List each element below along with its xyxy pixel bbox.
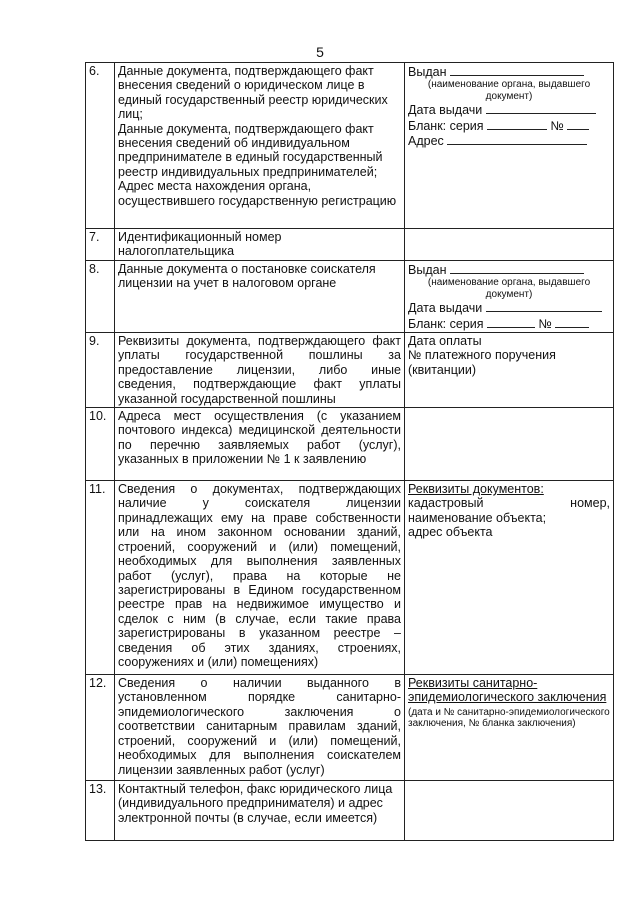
description-egrip: Данные документа, подтверждающего факт внесения сведений об индивидуальном предпринимателе в единый государственный реестр индивидуальных предпринимателей; [118, 121, 383, 179]
row-description: Адреса мест осуществления (с указанием почтового индекса) медицинской деятельности по перечню заявляемых работ (услуг), указанных в приложении № 1 к заявлению [115, 408, 405, 481]
row-number: 6. [86, 63, 115, 229]
description-egrul: Данные документа, подтверждающего факт внесения сведений о юридическом лице в единый государственный реестр юридических лиц; [118, 64, 388, 122]
issued-note: (наименование органа, выдавшего документ) [427, 79, 591, 102]
row-description: Сведения о документах, подтверждающих наличие у соискателя лицензии принадлежащих ему на праве собственности или на ином законном основании зданий, строений, сооружений и (или) помещений, необходимых для выполнения заявленных работ (услуг), права на которые не зарегистрированы в Едином государственном реестре прав на недвижимое имущество и сделок с ним (в случае, если такие права зарегистрированы в указанном реестре – сведения об этих зданиях, строениях, сооружениях и (или) помещениях) [115, 481, 405, 675]
address-field [408, 133, 610, 148]
table-row [86, 675, 614, 781]
issued-note: (наименование органа, выдавшего документ) [427, 277, 591, 300]
issued-blank-line [450, 262, 584, 274]
row-requisites [405, 781, 614, 841]
row-description: Идентификационный номер налогоплательщика [115, 229, 405, 261]
row-number: 9. [86, 333, 115, 408]
issued-label: Выдан [408, 65, 447, 79]
blank-series-label: Бланк: серия [408, 316, 484, 331]
row-requisites [405, 481, 614, 675]
number-sign: № [538, 316, 552, 331]
row-description: Контактный телефон, факс юридического лица (индивидуального предпринимателя) и адрес электронной почты (в случае, если имеется) [115, 781, 405, 841]
row-number: 7. [86, 229, 115, 261]
requisites-title: Реквизиты санитарно-эпидемиологического заключения [408, 676, 607, 705]
row-description [115, 63, 405, 229]
row-description: Данные документа о постановке соискателя лицензии на учет в налоговом органе [115, 260, 405, 332]
issued-label: Выдан [408, 262, 447, 277]
table-row [86, 408, 614, 481]
table-row [86, 63, 614, 229]
issue-date-line [486, 102, 596, 114]
row-number: 10. [86, 408, 115, 481]
issue-date-field [408, 102, 610, 117]
row-number: 11. [86, 481, 115, 675]
table-row [86, 781, 614, 841]
row-requisites [405, 675, 614, 781]
issue-date-label: Дата выдачи [408, 103, 483, 118]
blank-series-line [487, 316, 535, 328]
blank-series-line [487, 118, 547, 130]
table-row [86, 333, 614, 408]
blank-series-field [408, 118, 610, 133]
row-description: Реквизиты документа, подтверждающего факт уплаты государственной пошлины за предоставление лицензии, либо иные сведения, подтверждающие факт уплаты указанной государственной пошлины [115, 333, 405, 408]
blank-series-label: Бланк: серия [408, 118, 484, 133]
row-number: 12. [86, 675, 115, 781]
issued-field [408, 262, 610, 277]
address-line [447, 133, 587, 145]
blank-series-field [408, 316, 610, 331]
issued-blank-line [450, 64, 584, 76]
sanitary-conclusion-note: (дата и № санитарно-эпидемиологического заключения, № бланка заключения) [408, 706, 610, 730]
description-registrar-address: Адрес места нахождения органа, осуществившего государственную регистрацию [118, 179, 397, 208]
row-number: 8. [86, 260, 115, 332]
row-requisites [405, 229, 614, 261]
row-number: 13. [86, 781, 115, 841]
number-sign: № [550, 118, 564, 133]
row-requisites [405, 333, 614, 408]
issued-field [408, 64, 610, 79]
license-application-table [85, 62, 614, 841]
table-row [86, 260, 614, 332]
table-row [86, 481, 614, 675]
object-address-label: адрес объекта [408, 525, 493, 540]
issue-date-field [408, 300, 610, 315]
address-label: Адрес [408, 134, 444, 149]
payment-date-label: Дата оплаты [408, 334, 482, 349]
row-requisites [405, 408, 614, 481]
payment-order-label: № платежного поручения (квитанции) [408, 348, 556, 377]
row-description: Сведения о наличии выданного в установленном порядке санитарно-эпидемиологического заключения о соответствии санитарным правилам зданий, строений, сооружений и (или) помещений, необходимых для выполнения соискателем лицензии заявленных работ (услуг) [115, 675, 405, 781]
table-row [86, 229, 614, 261]
cadastral-number-label: кадастровый номер, наименование объекта; [408, 496, 610, 525]
issue-date-line [486, 300, 602, 312]
blank-number-line [555, 316, 589, 328]
row-requisites [405, 260, 614, 332]
requisites-title: Реквизиты документов: [408, 482, 544, 497]
issue-date-label: Дата выдачи [408, 301, 483, 316]
row-requisites [405, 63, 614, 229]
blank-number-line [567, 118, 589, 130]
page-number: 5 [316, 44, 324, 60]
